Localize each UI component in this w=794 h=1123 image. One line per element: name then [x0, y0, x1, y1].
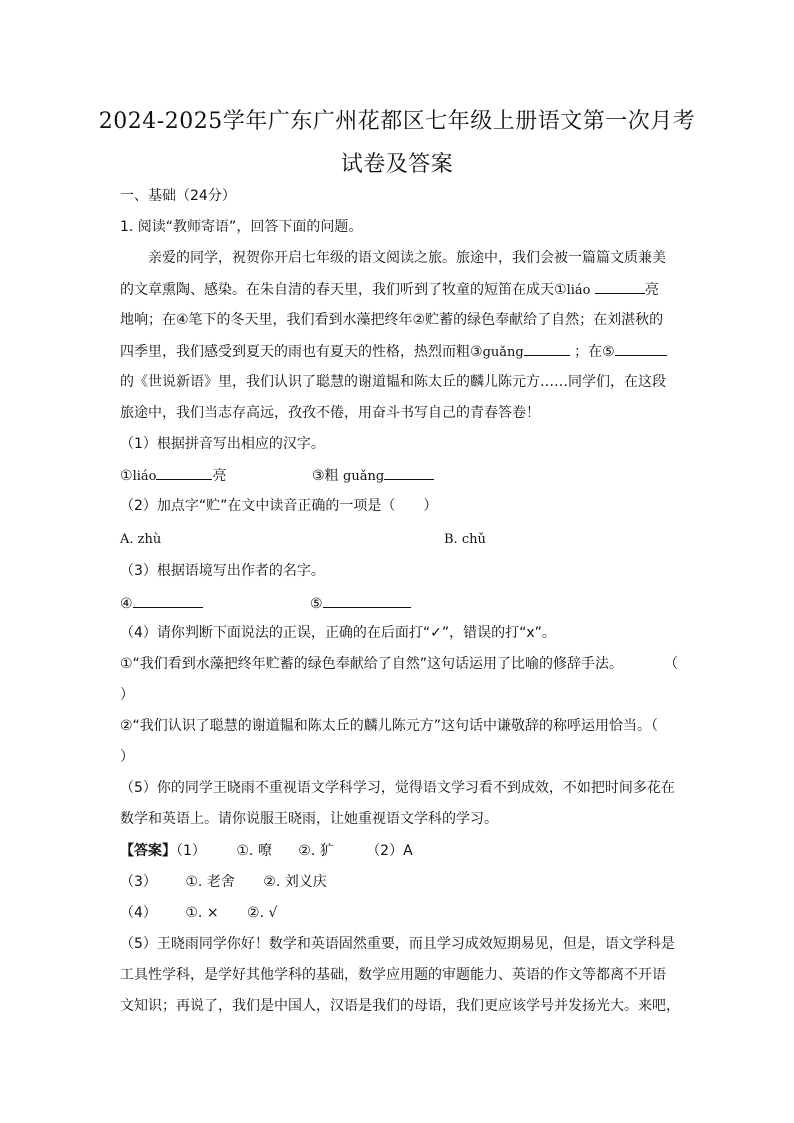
fill-blank-5[interactable] — [615, 341, 667, 356]
answer-3-a1: ①. 老舍 — [185, 874, 235, 890]
judgment-item-1-open[interactable]: （ — [664, 656, 678, 672]
judgment-item-2-close[interactable]: ） — [120, 749, 134, 765]
option-a[interactable]: A. zhù — [120, 532, 162, 547]
passage-line-4-mid: ；在⑤ — [574, 344, 615, 360]
item-3-prefix: ③粗 — [312, 468, 339, 484]
author-blank-5[interactable] — [323, 593, 411, 608]
answer-row-3 — [120, 903, 676, 923]
passage-line-4-text: 四季里，我们感受到夏天的雨也有夏天的性格，热烈而粗③ — [120, 344, 483, 360]
passage-line-3: 地响；在④笔下的冬天里，我们看到水藻把终年②贮蓄的绿色奉献给了自然；在刘湛秋的 — [120, 312, 664, 328]
fill-blank-1[interactable] — [595, 279, 645, 294]
answer-2: （2）A — [366, 843, 413, 859]
answer-3-part: （3） — [120, 874, 157, 890]
answer-5-line-2: 工具性学科，是学好其他学科的基础，数学应用题的审题能力、英语的作文等都离不开语 — [120, 967, 666, 983]
section-heading: 一、基础（24分） — [120, 188, 236, 204]
passage-line-6: 旅途中，我们当志存高远，孜孜不倦，用奋斗书写自己的青春答卷！ — [120, 405, 540, 421]
answer-1-a2: ②. 犷 — [298, 843, 334, 859]
answer-5-line-1: （5）王晓雨同学你好！数学和英语固然重要，而且学习成效短期易见，但是，语文学科是 — [120, 936, 675, 952]
passage-line-2-end: 亮 — [644, 282, 659, 298]
sub-question-3-prompt: （3）根据语境写出作者的名字。 — [120, 563, 325, 579]
document-title-line1: 2024-2025学年广东广州花都区七年级上册语文第一次月考 — [98, 109, 696, 134]
author-blank-4[interactable] — [133, 593, 203, 608]
passage-line-2 — [120, 279, 676, 301]
passage-line-1: 亲爱的同学，祝贺你开启七年级的语文阅读之旅。旅途中，我们会被一篇篇文质兼美 — [148, 250, 666, 266]
question-1-stem: 1. 阅读“教师寄语”，回答下面的问题。 — [120, 219, 363, 235]
item-3-pinyin: guǎng — [343, 469, 385, 484]
judgment-item-2: ②“我们认识了聪慧的谢道韫和陈太丘的麟儿陈元方”这句话中谦敬辞的称呼运用恰当。（ — [120, 718, 659, 734]
item-1-suffix: 亮 — [212, 468, 227, 484]
fill-blank-3[interactable] — [524, 341, 570, 356]
answer-3-a2: ②. 刘义庆 — [263, 874, 327, 890]
document-title-line2: 试卷及答案 — [340, 152, 454, 177]
sub-question-1-prompt: （1）根据拼音写出相应的汉字。 — [120, 436, 325, 452]
sub-question-2-prompt: （2）加点字“贮”在文中读音正确的一项是（ ） — [120, 498, 438, 514]
sub-question-5-prompt-line-2: 数学和英语上。请你说服王晓雨，让她重视语文学科的学习。 — [120, 811, 498, 827]
item-1-pinyin: liáo — [132, 469, 157, 484]
sub-question-4-prompt: （4）请你判断下面说法的正误，正确的在后面打“✓”，错误的打“x”。 — [120, 625, 556, 641]
passage-line-2-text: 的文章熏陶、感染。在朱自清的春天里，我们听到了牧童的短笛在成天① — [120, 282, 567, 298]
option-b[interactable]: B. chǔ — [444, 532, 486, 547]
judgment-item-1: ①“我们看到水藻把终年贮蓄的绿色奉献给了自然”这句话运用了比喻的修辞手法。 — [120, 656, 624, 672]
blank-4-label: ④ — [120, 596, 133, 612]
answer-4-a2: ②. √ — [247, 905, 278, 921]
blank-5-label: ⑤ — [310, 596, 323, 612]
pinyin-liao: liáo — [566, 283, 591, 298]
answer-1-a1: ①. 嘹 — [236, 843, 272, 859]
pinyin-guang: guǎng — [482, 345, 524, 360]
passage-line-4 — [120, 341, 676, 363]
passage-line-5: 的《世说新语》里，我们认识了聪慧的谢道韫和陈太丘的麟儿陈元方……同学们，在这段 — [120, 374, 666, 390]
answer-blank-1[interactable] — [156, 465, 212, 480]
answer-label: 【答案】 — [120, 843, 176, 859]
judgment-item-1-close[interactable]: ） — [120, 687, 134, 703]
answer-4-part: （4） — [120, 905, 157, 921]
author-blank-4-row — [120, 593, 203, 614]
author-blank-5-row — [310, 593, 411, 614]
answer-row-2 — [120, 872, 676, 892]
answer-4-a1: ①. × — [185, 905, 219, 921]
answer-1-part: （1） — [176, 843, 206, 859]
sub-question-5-prompt-line-1: （5）你的同学王晓雨不重视语文学科学习，觉得语文学习看不到成效，不如把时间多花在 — [120, 780, 675, 796]
sub-question-1-item-3 — [312, 465, 434, 487]
answer-row-1 — [120, 841, 676, 861]
answer-5-line-3: 文知识；再说了，我们是中国人，汉语是我们的母语，我们更应该学号并发扬光大。来吧， — [120, 998, 680, 1014]
sub-question-1-item-1 — [120, 465, 226, 487]
answer-blank-3[interactable] — [384, 465, 434, 480]
item-1-prefix: ① — [120, 468, 133, 484]
